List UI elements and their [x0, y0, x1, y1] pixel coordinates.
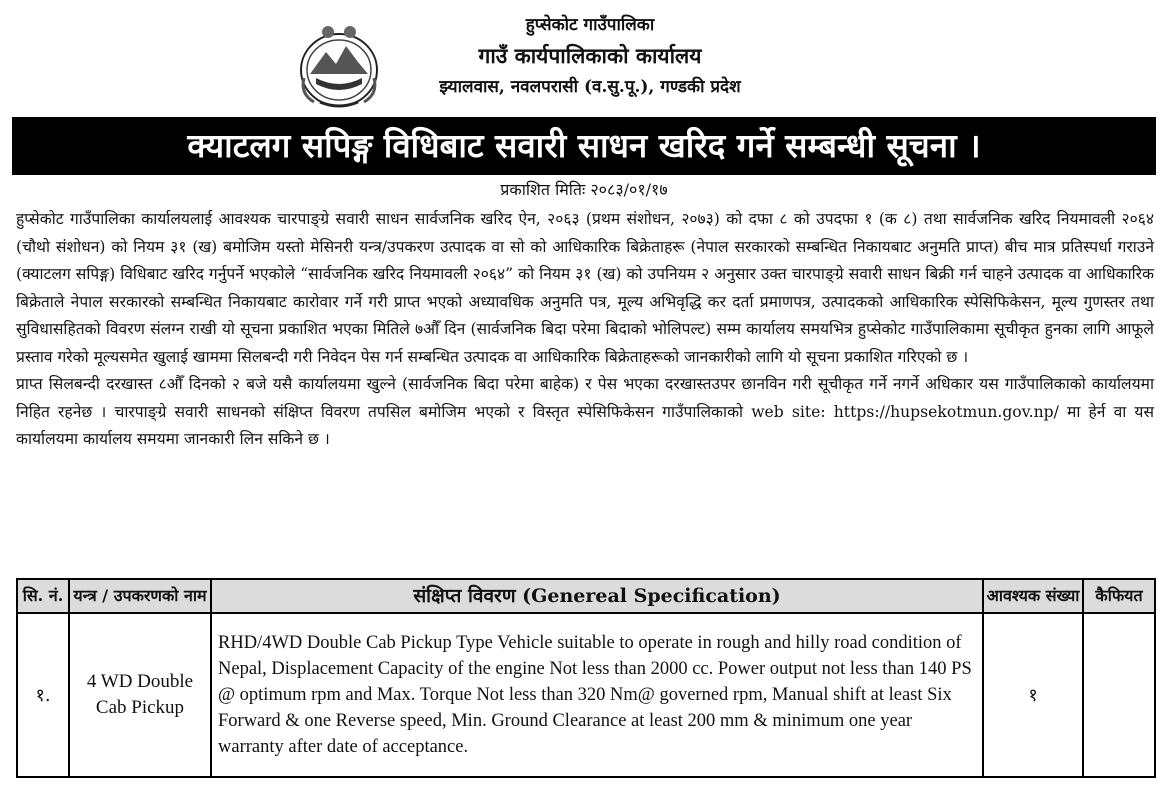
header-item: यन्त्र / उपकरणको नाम	[69, 579, 211, 613]
office-name: गाउँ कार्यपालिकाको कार्यालय	[478, 43, 702, 68]
header-spec: संक्षिप्त विवरण (Genereal Specification)	[211, 579, 983, 613]
office-address: झ्यालवास, नवलपरासी (व.सु.पू.), गण्डकी प्रदेश	[439, 77, 741, 97]
published-date: प्रकाशित मितिः २०८३/०१/१७	[500, 180, 668, 199]
row-spec: RHD/4WD Double Cab Pickup Type Vehicle suitable to operate in rough and hilly road condition of Nepal, Displacement Capacity of the engine Not less than 2000 cc. Power output not less than 140 PS @ optimum rpm and Max. Torque Not less than 320 Nm@ governed rpm, Manual shift at least Six Forward & one Reverse speed, Min. Ground Clearance at least 200 mm & minimum one year warranty after date of acceptance.	[211, 613, 983, 777]
row-remarks	[1083, 613, 1155, 777]
notice-paragraph-1: हुप्सेकोट गाउँपालिका कार्यालयलाई आवश्यक चारपाङ्ग्रे सवारी साधन सार्वजनिक खरिद ऐन, २०६३ (प्रथम संशोधन, २०७३) को दफा ८ को उपदफा १ (क ८) तथा सार्वजनिक खरिद नियमावली २०६४ (चौथो संशोधन) को नियम ३१ (ख) बमोजिम यस्तो मेसिनरी यन्त्र/उपकरण उत्पादक वा सो को आधिकारिक बिक्रेताहरू (नेपाल सरकारको सम्बन्धित निकायबाट अनुमति प्राप्त) बीच मात्र प्रतिस्पर्धा गराउने (क्याटलग सपिङ्ग) विधिबाट खरिद गर्नुपर्ने भएकोले “सार्वजनिक खरिद नियमावली २०६४” को नियम ३१ (ख) को उपनियम २ अनुसार उक्त चारपाङ्ग्रे सवारी साधन बिक्री गर्न चाहने उत्पादक वा आधिकारिक बिक्रेताले नेपाल सरकारको सम्बन्धित निकायबाट कारोवार गर्ने गरी प्राप्त भएको अध्यावधिक अनुमति पत्र, मूल्य अभिवृद्धि कर दर्ता प्रमाणपत्र, उत्पादकको आधिकारिक स्पेसिफिकेसन, मूल्य गुणस्तर तथा सुविधासहितको विवरण संलग्न राखी यो सूचना प्रकाशित भएका मितिले ७औँ दिन (सार्वजनिक बिदा परेमा बिदाको भोलिपल्ट) सम्म कार्यालय समयभित्र हुप्सेकोट गाउँपालिकामा सूचीकृत हुनका लागि आफूले प्रस्ताव गरेको मूल्यसमेत खुलाई खाममा सिलबन्दी गरी निवेदन पेस गर्न सम्बन्धित उत्पादक वा आधिकारिक बिक्रेताहरूको जानकारीको लागि यो सूचना प्रकाशित गरिएको छ ।	[16, 210, 1154, 366]
notice-paragraph-2: प्राप्त सिलबन्दी दरखास्त ८औँ दिनको २ बजे यसै कार्यालयमा खुल्ने (सार्वजनिक बिदा परेमा बाहेक) र पेस भएका दरखास्तउपर छानविन गरी सूचीकृत गर्ने नगर्ने अधिकार यस गाउँपालिकाको कार्यालयमा निहित रहनेछ । चारपाङ्ग्रे सवारी साधनको संक्षिप्त विवरण तपसिल बमोजिम भएको र विस्तृत स्पेसिफिकेसन गाउँपालिकाको web site: https://hupsekotmun.gov.np/ मा हेर्न वा यस कार्यालयमा कार्यालय समयमा जानकारी लिन सकिने छ ।	[16, 375, 1154, 448]
municipality-name: हुप्सेकोट गाउँपालिका	[525, 15, 655, 35]
header-remarks: कैफियत	[1083, 579, 1155, 613]
letterhead	[0, 0, 1168, 114]
row-qty: १	[983, 613, 1083, 777]
header-sn: सि. नं.	[17, 579, 69, 613]
notice-body	[16, 206, 1154, 454]
table-header-row	[17, 579, 1155, 613]
row-sn: १.	[17, 613, 69, 777]
table-row	[17, 613, 1155, 777]
row-item: 4 WD Double Cab Pickup	[69, 613, 211, 777]
specification-table	[16, 578, 1156, 778]
header-qty: आवश्यक संख्या	[983, 579, 1083, 613]
notice-title: क्याटलग सपिङ्ग विधिबाट सवारी साधन खरिद गर्ने सम्बन्धी सूचना ।	[12, 117, 1156, 175]
